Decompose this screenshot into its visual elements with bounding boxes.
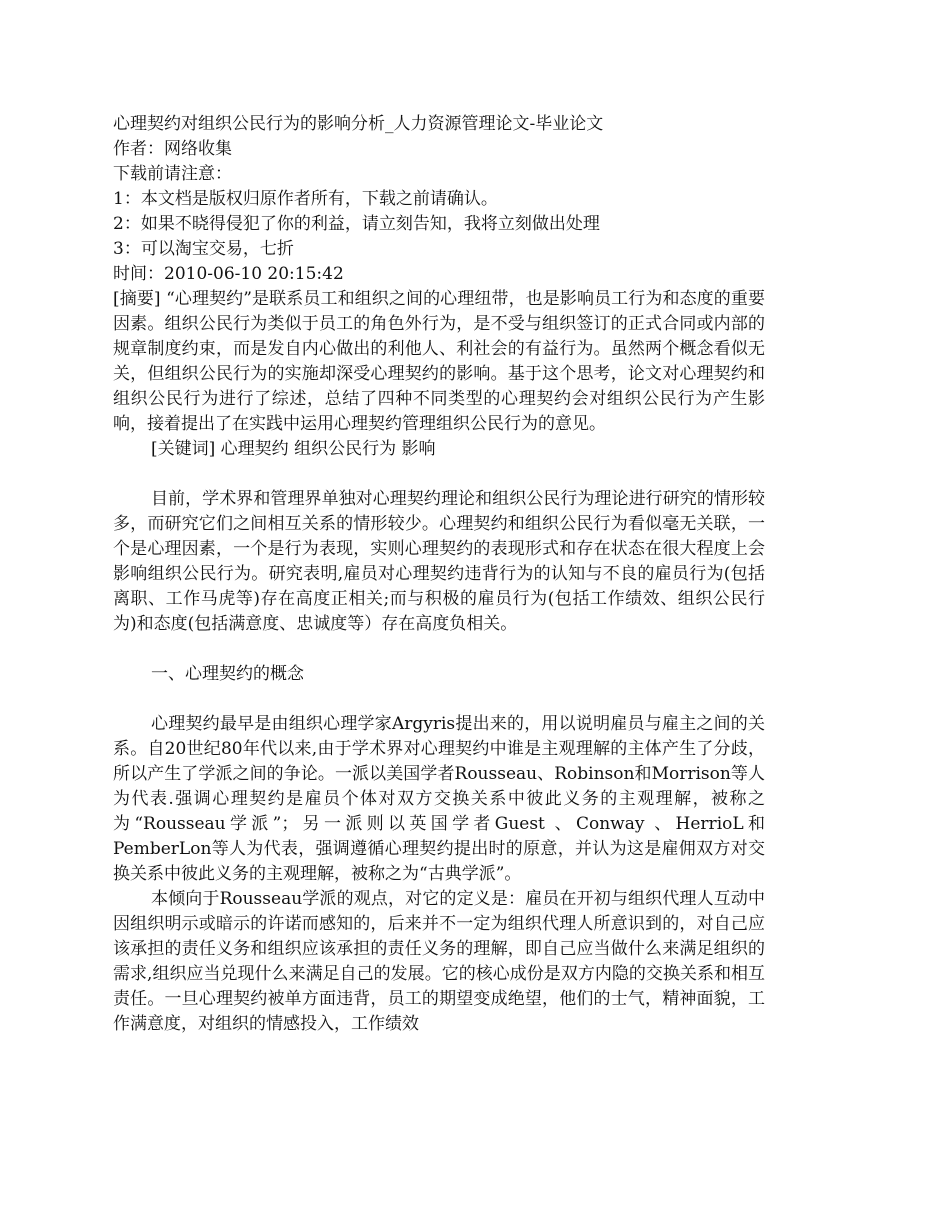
notice-item: 3：可以淘宝交易，七折 xyxy=(113,239,294,259)
spacer xyxy=(113,637,765,662)
notice-item: 1：本文档是版权归原作者所有，下载之前请确认。 xyxy=(113,189,498,209)
spacer xyxy=(113,462,765,487)
document-page xyxy=(113,112,765,1037)
body-paragraph: 心理契约最早是由组织心理学家Argyris提出来的，用以说明雇员与雇主之间的关系。自20世纪80年代以来,由于学术界对心理契约中谁是主观理解的主体产生了分歧，所以产生了学派之间的争论。一派以美国学者Rousseau、Robinson和Morrison等人为代表.强调心理契约是雇员个体对双方交换关系中彼此义务的主观理解，被称之为“Rousseau学派”；另一派则以英国学者Guest 、Conway 、HerrioL和PemberLon等人为代表，强调遵循心理契约提出时的原意，并认为这是雇佣双方对交换关系中彼此义务的主观理解，被称之为“古典学派”。 xyxy=(113,714,765,884)
notice-heading: 下载前请注意： xyxy=(113,164,232,184)
notice-item: 2：如果不晓得侵犯了你的利益，请立刻告知，我将立刻做出处理 xyxy=(113,214,600,234)
author-line: 作者：网络收集 xyxy=(113,139,232,159)
spacer xyxy=(113,687,765,712)
abstract-paragraph: [摘要] “心理契约”是联系员工和组织之间的心理纽带，也是影响员工行为和态度的重要因素。组织公民行为类似于员工的角色外行为，是不受与组织签订的正式合同或内部的规章制度约束，而是发自内心做出的利他人、利社会的有益行为。虽然两个概念看似无关，但组织公民行为的实施却深受心理契约的影响。基于这个思考，论文对心理契约和组织公民行为进行了综述，总结了四种不同类型的心理契约会对组织公民行为产生影响，接着提出了在实践中运用心理契约管理组织公民行为的意见。 xyxy=(113,289,765,434)
timestamp-line: 时间：2010-06-10 20:15:42 xyxy=(113,264,344,284)
keywords-line: [关键词] 心理契约 组织公民行为 影响 xyxy=(151,439,436,459)
body-paragraph: 本倾向于Rousseau学派的观点，对它的定义是：雇员在开初与组织代理人互动中因组织明示或暗示的许诺而感知的，后来并不一定为组织代理人所意识到的，对自己应该承担的责任义务和组织应该承担的责任义务的理解，即自己应当做什么来满足组织的需求,组织应当兑现什么来满足自己的发展。它的核心成份是双方内隐的交换关系和相互责任。一旦心理契约被单方面违背，员工的期望变成绝望，他们的士气，精神面貌，工作满意度，对组织的情感投入，工作绩效 xyxy=(113,889,765,1034)
section-heading: 一、心理契约的概念 xyxy=(151,664,304,684)
document-title: 心理契约对组织公民行为的影响分析_人力资源管理论文-毕业论文 xyxy=(113,114,604,134)
intro-paragraph: 目前，学术界和管理界单独对心理契约理论和组织公民行为理论进行研究的情形较多，而研究它们之间相互关系的情形较少。心理契约和组织公民行为看似毫无关联，一个是心理因素，一个是行为表现，实则心理契约的表现形式和存在状态在很大程度上会影响组织公民行为。研究表明,雇员对心理契约违背行为的认知与不良的雇员行为(包括离职、工作马虎等)存在高度正相关;而与积极的雇员行为(包括工作绩效、组织公民行为)和态度(包括满意度、忠诚度等）存在高度负相关。 xyxy=(113,489,765,634)
